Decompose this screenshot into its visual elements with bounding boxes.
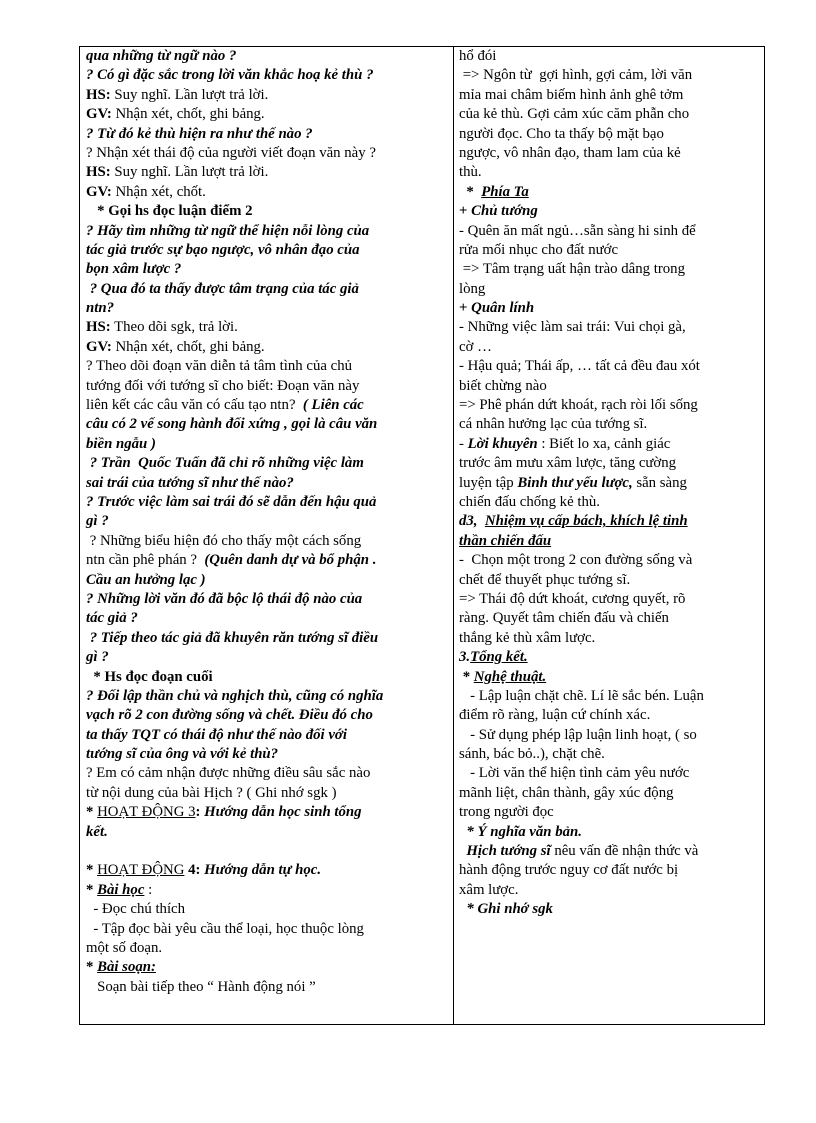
question-line: từ nội dung của bài Hịch ? ( Ghi nhớ sgk ) — [86, 784, 337, 801]
content-line: - Hậu quả; Thái ấp, … tất cả đều đau xót — [459, 358, 700, 375]
section-heading-tong-ket — [459, 648, 759, 667]
question-line: bọn xâm lược ? — [86, 261, 182, 278]
content-text: luyện tập — [459, 474, 518, 491]
question-line: gì ? — [86, 649, 109, 666]
column-divider — [453, 47, 454, 1024]
content-line: trước âm mưu xâm lược, tăng cường — [459, 455, 677, 472]
bullet-star: * — [86, 959, 98, 976]
lesson-colon: : — [144, 881, 153, 898]
content-line: hổ đói — [459, 48, 497, 64]
book-title: Binh thư yếu lược, — [517, 474, 633, 491]
question-line: ? Trần Quốc Tuấn đã chỉ rõ những việc làm — [86, 455, 364, 472]
answer-line: Cầu an hưởng lạc ) — [86, 571, 206, 588]
question-line: ? Những biểu hiện đó cho thấy một cách sống — [86, 532, 362, 549]
question-line: ? Những lời văn đó đã bộc lộ thái độ nào của — [86, 590, 363, 607]
question-line: ? Đối lập thần chủ và nghịch thù, cũng có nghĩa — [86, 687, 384, 704]
question-line: tướng đối với tướng sĩ cho biết: Đoạn văn này — [86, 377, 360, 394]
section-heading-d3 — [459, 512, 759, 531]
question-line: ? Có gì đặc sắc trong lời văn khắc hoạ kẻ thù ? — [86, 67, 374, 84]
content-line: - Chọn một trong 2 con đường sống và — [459, 552, 693, 569]
content-line — [459, 474, 759, 493]
teacher-activity-line — [86, 183, 448, 202]
activity-4-title: Hướng dẫn tự học. — [204, 862, 322, 879]
student-activity-line — [86, 318, 448, 337]
bullet-dash: - — [459, 435, 468, 452]
activity-text: Suy nghĩ. Lần lượt trả lời. — [110, 164, 269, 181]
question-line: sai trái của tướng sĩ như thế nào? — [86, 474, 294, 491]
content-line: hành động trước nguy cơ đất nước bị — [459, 862, 679, 879]
loi-khuyen-text: : Biết lo xa, cảnh giác — [537, 435, 671, 452]
question-text: ntn cần phê phán ? — [86, 552, 205, 569]
bullet-star: * — [459, 183, 482, 200]
content-line: - Lập luận chặt chẽ. Lí lẽ sắc bén. Luận — [459, 687, 704, 704]
section-heading-phia-ta — [459, 183, 759, 202]
content-line: - Những việc làm sai trái: Vui chọi gà, — [459, 319, 686, 336]
hs-label: HS: — [86, 319, 111, 336]
left-column-teacher-activities — [86, 47, 448, 997]
answer-line: câu có 2 vế song hành đối xứng , gọi là câu văn — [86, 416, 378, 433]
question-line: qua những từ ngữ nào ? — [86, 48, 237, 64]
gv-label: GV: — [86, 106, 112, 123]
question-line: ? Hãy tìm những từ ngữ thể hiện nỗi lòng của — [86, 222, 370, 239]
teacher-activity-line — [86, 105, 448, 124]
blank-line — [86, 842, 448, 861]
question-line: ? Tiếp theo tác giả đã khuyên răn tướng sĩ điều — [86, 629, 379, 646]
content-line: - Quên ăn mất ngủ…sẵn sàng hi sinh để — [459, 222, 696, 239]
content-line: cờ … — [459, 338, 492, 355]
preparation-heading — [86, 958, 448, 977]
subsection-heading-quan-linh — [459, 299, 759, 318]
content-line — [459, 842, 759, 861]
loi-khuyen-line — [459, 435, 759, 454]
question-line: gì ? — [86, 513, 109, 530]
content-line: thù. — [459, 164, 482, 181]
subsection-heading-ghi-nho: * Ghi nhớ sgk — [459, 901, 553, 918]
question-line — [86, 551, 448, 570]
content-line: mỉa mai châm biếm hình ảnh ghê tởm — [459, 86, 684, 103]
gv-label: GV: — [86, 338, 112, 355]
activity-3-label: HOẠT ĐỘNG 3 — [97, 804, 196, 821]
hs-label: HS: — [86, 86, 111, 103]
content-line: ngược, vô nhân đạo, tham lam của kẻ — [459, 144, 681, 161]
lesson-table — [79, 46, 765, 1025]
content-line: thắng kẻ thù xâm lược. — [459, 629, 596, 646]
question-line: ta thấy TQT có thái độ như thế nào đối với — [86, 726, 347, 743]
content-line: cá nhân hưởng lạc của tướng sĩ. — [459, 416, 648, 433]
hs-label: HS: — [86, 164, 111, 181]
question-line: tác giả trước sự bạo ngược, vô nhân đạo của — [86, 241, 360, 258]
content-text: nêu vấn đề nhận thức và — [550, 843, 699, 860]
content-line: => Phê phán dứt khoát, rạch ròi lối sống — [459, 397, 698, 414]
lesson-label: Bài học — [97, 881, 145, 898]
question-line: ? Nhận xét thái độ của người viết đoạn văn này ? — [86, 144, 376, 161]
question-line: ? Từ đó kẻ thù hiện ra như thế nào ? — [86, 125, 313, 142]
content-line: biết chừng nào — [459, 377, 547, 394]
activity-3-colon: : — [195, 804, 205, 821]
bullet-star: * — [86, 881, 98, 898]
bullet-plus: + — [459, 300, 472, 317]
section-label: Phía Ta — [481, 183, 529, 200]
subsection-label: Quân lính — [471, 300, 535, 317]
activity-text: Nhận xét, chốt, ghi bảng. — [111, 106, 265, 123]
question-line: vạch rõ 2 con đường sống và chết. Điều đó cho — [86, 707, 373, 724]
content-line: => Tâm trạng uất hận trào dâng trong — [459, 261, 685, 278]
content-text: sẵn sàng — [632, 474, 687, 491]
question-line: ? Theo dõi đoạn văn diễn tả tâm tình của chủ — [86, 358, 352, 375]
section-label: Tổng kết. — [470, 649, 528, 666]
activity-text: Theo dõi sgk, trả lời. — [110, 319, 238, 336]
content-line: rửa mối nhục cho đất nước — [459, 241, 619, 258]
question-line: ? Qua đó ta thấy được tâm trạng của tác giả — [86, 280, 359, 297]
section-number: d3, — [459, 513, 485, 530]
activity-3-heading — [86, 803, 448, 822]
content-line: của kẻ thù. Gợi cảm xúc căm phẫn cho — [459, 106, 690, 123]
content-line: sánh, bác bỏ..), chặt chẽ. — [459, 746, 605, 763]
lesson-item: - Tập đọc bài yêu cầu thể loại, học thuộc lòng — [86, 920, 364, 937]
activity-text: Nhận xét, chốt, ghi bảng. — [111, 338, 265, 355]
content-line: chiến đấu chống kẻ thù. — [459, 493, 600, 510]
content-line: điểm rõ ràng, luận cứ chính xác. — [459, 707, 651, 724]
activity-text: Nhận xét, chốt. — [111, 183, 206, 200]
preparation-label: Bài soạn: — [97, 959, 156, 976]
content-line: xâm lược. — [459, 881, 519, 898]
bullet-star: * — [459, 668, 474, 685]
preparation-item: Soạn bài tiếp theo “ Hành động nói ” — [86, 978, 316, 995]
question-line: ntn? — [86, 300, 114, 317]
answer-text: (Quên danh dự và bổ phận . — [204, 552, 377, 569]
bullet-star: * — [86, 862, 98, 879]
student-activity-line — [86, 163, 448, 182]
content-line: - Sử dụng phép lập luận linh hoạt, ( so — [459, 726, 697, 743]
content-line: lòng — [459, 280, 486, 297]
content-line: => Ngôn từ gợi hình, gợi cảm, lời văn — [459, 67, 693, 84]
bullet-plus: + — [459, 203, 472, 220]
activity-4-number: 4: — [184, 862, 205, 879]
work-title: Hịch tướng sĩ — [459, 843, 551, 860]
section-label: Nhiệm vụ cấp bách, khích lệ tinh — [484, 513, 688, 530]
activity-4-heading — [86, 861, 448, 880]
activity-text: Suy nghĩ. Lần lượt trả lời. — [110, 86, 269, 103]
content-line: trong người đọc — [459, 804, 554, 821]
answer-text: ( Liên các — [299, 397, 364, 414]
content-line: => Thái độ dứt khoát, cương quyết, rõ — [459, 590, 686, 607]
right-column-lesson-content — [459, 47, 759, 920]
subsection-heading-nghe-thuat — [459, 668, 759, 687]
content-line: người đọc. Cho ta thấy bộ mặt bạo — [459, 125, 664, 142]
teacher-activity-line — [86, 338, 448, 357]
question-line — [86, 396, 448, 415]
section-number: 3. — [459, 649, 471, 666]
content-line: ràng. Quyết tâm chiến đấu và chiến — [459, 610, 669, 627]
question-line: tướng sĩ của ông và với kẻ thù? — [86, 746, 279, 763]
subsection-label: Chủ tướng — [471, 203, 538, 220]
lesson-item: - Đọc chú thích — [86, 901, 186, 918]
activity-4-label: HOẠT ĐỘNG — [97, 862, 185, 879]
student-activity-line — [86, 86, 448, 105]
question-line: ? Em có cảm nhận được những điều sâu sắc nào — [86, 765, 371, 782]
activity-3-title-cont: kết. — [86, 823, 108, 840]
subsection-label: Nghệ thuật. — [473, 668, 547, 685]
content-line: mãnh liệt, chân thành, gây xúc động — [459, 784, 674, 801]
lesson-heading — [86, 881, 448, 900]
question-text: liên kết các câu văn có cấu tạo ntn? — [86, 397, 300, 414]
question-line: ? Trước việc làm sai trái đó sẽ dẫn đến hậu quả — [86, 493, 377, 510]
lesson-item: một số đoạn. — [86, 939, 163, 956]
section-label-cont: thần chiến đấu — [459, 532, 552, 549]
content-line: chết để thuyết phục tướng sĩ. — [459, 571, 631, 588]
question-line: tác giả ? — [86, 610, 138, 627]
subsection-heading-chu-tuong — [459, 202, 759, 221]
content-line: - Lời văn thể hiện tình cảm yêu nước — [459, 765, 690, 782]
instruction-line: * Gọi hs đọc luận điểm 2 — [86, 203, 253, 220]
gv-label: GV: — [86, 183, 112, 200]
loi-khuyen-label: Lời khuyên — [467, 435, 538, 452]
bullet-star: * — [86, 804, 98, 821]
activity-3-title: Hướng dẫn học sinh tổng — [204, 804, 362, 821]
instruction-line: * Hs đọc đoạn cuối — [86, 668, 213, 685]
answer-line: biền ngẫu ) — [86, 435, 156, 452]
subsection-heading-y-nghia: * Ý nghĩa văn bản. — [459, 823, 582, 840]
